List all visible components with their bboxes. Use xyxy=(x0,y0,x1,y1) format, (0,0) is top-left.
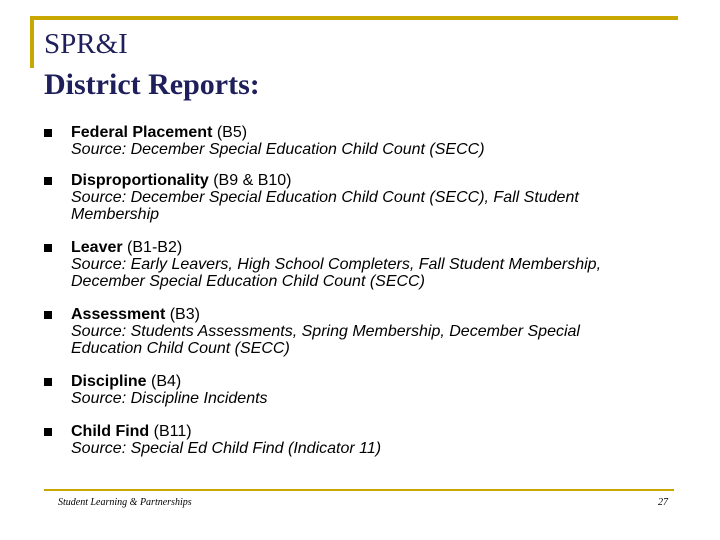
report-source-continued: December Special Education Child Count (SECC) xyxy=(71,273,425,290)
report-item-discipline xyxy=(44,373,684,407)
report-name: Federal Placement xyxy=(71,124,213,141)
report-item-leaver xyxy=(44,239,684,290)
report-code: (B3) xyxy=(165,306,200,323)
page-number: 27 xyxy=(658,497,668,508)
report-code: (B9 & B10) xyxy=(208,172,292,189)
report-name: Assessment xyxy=(71,306,166,323)
report-source: Source: Early Leavers, High School Completers, Fall Student Membership, xyxy=(71,256,602,273)
report-item-federal-placement xyxy=(44,124,684,158)
square-bullet-icon xyxy=(44,129,52,137)
report-item-child-find xyxy=(44,423,684,457)
report-heading xyxy=(71,423,684,440)
report-heading xyxy=(71,124,684,141)
report-source: Source: December Special Education Child Count (SECC) xyxy=(71,141,485,158)
report-name: Discipline xyxy=(71,373,147,390)
report-list xyxy=(44,124,684,457)
square-bullet-icon xyxy=(44,378,52,386)
report-code: (B4) xyxy=(146,373,182,390)
square-bullet-icon xyxy=(44,244,52,252)
slide-subtitle: District Reports: xyxy=(44,68,260,101)
slide-title: SPR&I xyxy=(44,28,128,60)
report-source: Source: Special Ed Child Find (Indicator 11) xyxy=(71,440,382,457)
report-source: Source: Students Assessments, Spring Membership, December Special xyxy=(71,323,580,340)
report-item-assessment xyxy=(44,306,684,357)
report-heading xyxy=(71,373,684,390)
square-bullet-icon xyxy=(44,177,52,185)
report-name: Child Find xyxy=(71,423,150,440)
footer-divider xyxy=(44,489,674,491)
report-item-disproportionality xyxy=(44,172,684,223)
report-name: Disproportionality xyxy=(71,172,209,189)
report-heading xyxy=(71,239,684,256)
report-source-continued: Education Child Count (SECC) xyxy=(71,340,290,357)
report-source-continued: Membership xyxy=(71,206,160,223)
report-source: Source: December Special Education Child Count (SECC), Fall Student xyxy=(71,189,579,206)
square-bullet-icon xyxy=(44,428,52,436)
report-heading xyxy=(71,306,684,323)
square-bullet-icon xyxy=(44,311,52,319)
footer-organization: Student Learning & Partnerships xyxy=(58,497,192,508)
report-code: (B1-B2) xyxy=(122,239,183,256)
title-frame-left-border xyxy=(30,16,34,68)
report-name: Leaver xyxy=(71,239,123,256)
report-heading xyxy=(71,172,684,189)
report-code: (B11) xyxy=(149,423,192,440)
report-source: Source: Discipline Incidents xyxy=(71,390,268,407)
report-code: (B5) xyxy=(212,124,248,141)
title-frame-top-border xyxy=(30,16,678,20)
